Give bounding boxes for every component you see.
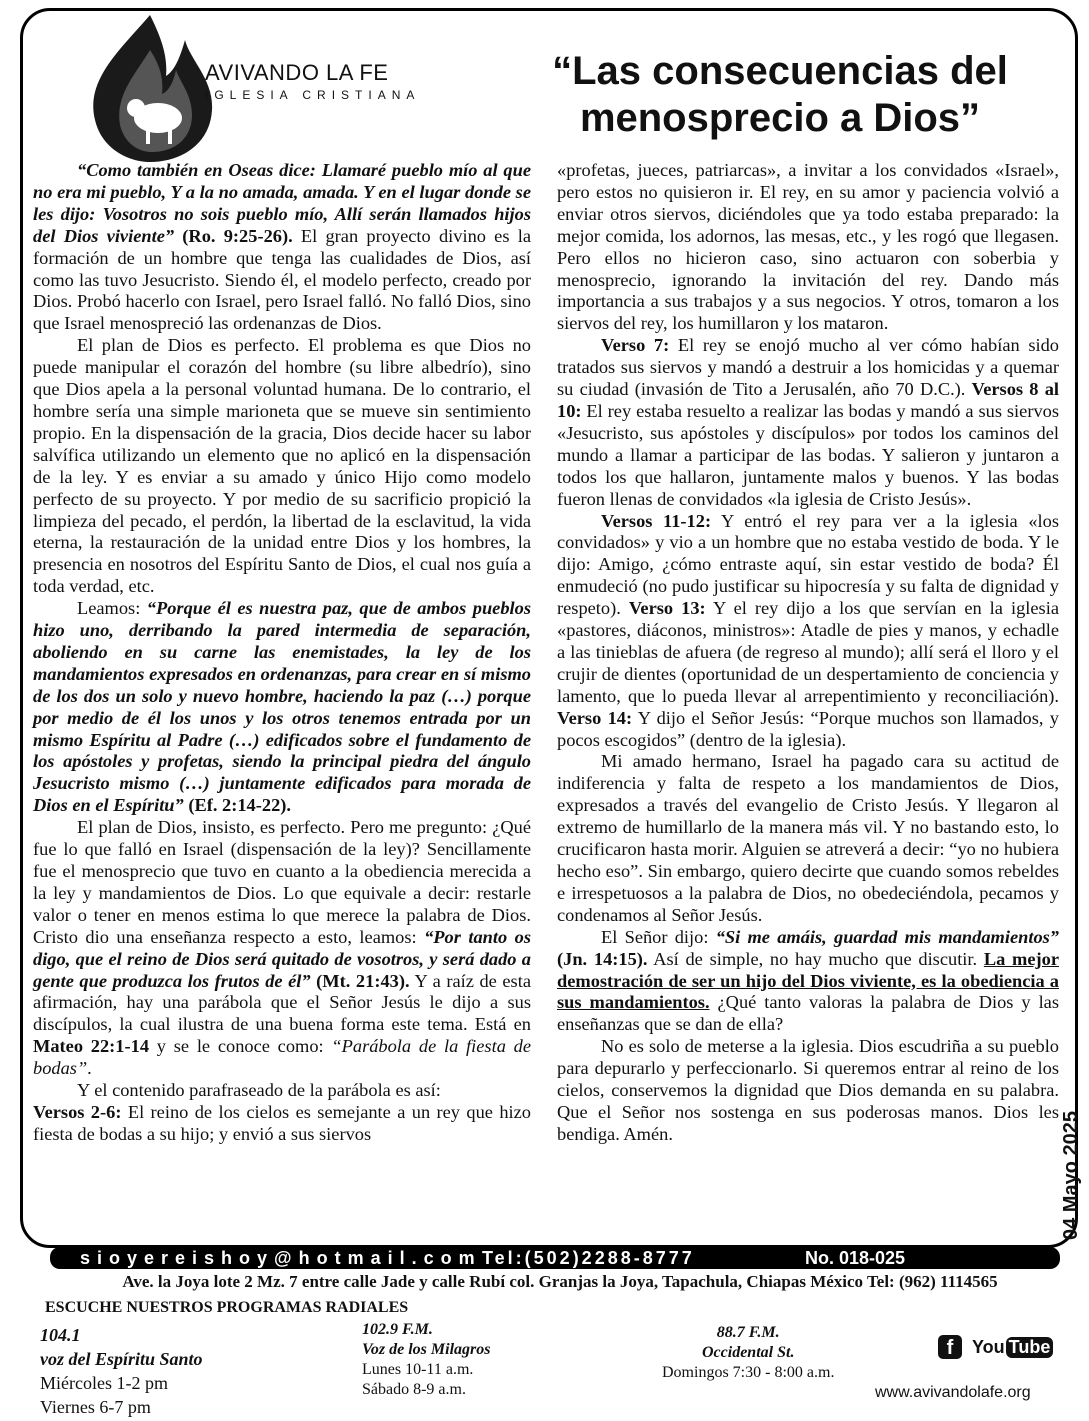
paragraph: El Señor dijo: “Si me amáis, guardad mis mandamientos” (Jn. 14:15). Así de simple, no hay mucho que discutir. La mejor demostración de ser un hijo del Dios viviente, es la obediencia a sus mandamientos. ¿Qué tanto valoras la palabra de Dios y las enseñanzas que se dan de ella?: [557, 926, 1059, 1035]
paragraph: No es solo de meterse a la iglesia. Dios escudriña a su pueblo para depurarlo y perfeccionarlo. Si queremos entrar al reino de los cielos, conservemos la dignidad que Dios demanda en su palabra. Que el Señor nos sostenga en sus poderosas manos. Dios les bendiga. Amén.: [557, 1036, 1059, 1144]
right-column: [557, 160, 1059, 1146]
paragraph: El plan de Dios es perfecto. El problema es que Dios no puede manipular el corazón del hombre (su libre albedrío), sino que Dios apela a la personal voluntad humana. De lo contrario, el hombre sería una simple marioneta que se mueve sin sentimiento propio. En la dispensación de la gracia, Dios decide hacer su labor salvífica utilizando un elemento que no aplicó en la dispensación de la ley. Y es enviar a su amado y único Hijo como modelo perfecto de su proyecto. Y por medio de su sacrificio propició la limpieza del pecado, el perdón, la libertad de la esclavitud, la vida eterna, la restauración de la unidad entre Dios y los hombres, la presencia en nosotros del Espíritu Santo de Dios, el cual nos guía a toda verdad, etc.: [33, 335, 531, 597]
title-line-2: menosprecio a Dios”: [579, 96, 981, 140]
social-links: [938, 1335, 1053, 1359]
flame-lamb-logo: [80, 10, 220, 165]
issue-date: 04 Mayo 2025: [1060, 1111, 1082, 1240]
left-column: [33, 160, 531, 1146]
paragraph: Leamos: “Porque él es nuestra paz, que de ambos pueblos hizo uno, derribando la pared intermedia de separación, aboliendo en su carne las enemistades, la ley de los mandamientos expresados en ordenanzas, para crear en sí mismo de los dos un solo y nuevo hombre, haciendo la paz (…) porque por medio de él los unos y los otros tenemos entrada por un mismo Espíritu al Padre (…) edificados sobre el fundamento de los apóstoles y profetas, siendo la principal piedra del ángulo Jesucristo mismo (…) juntamente edificados para morada de Dios en el Espíritu” (Ef. 2:14-22).: [33, 598, 531, 816]
station-102-9: 102.9 F.M. Voz de los Milagros Lunes 10-11 a.m. Sábado 8-9 a.m.: [362, 1321, 491, 1398]
station-88-7: 88.7 F.M. Occidental St. Domingos 7:30 - 8:00 a.m.: [662, 1324, 835, 1381]
brand-subtitle: IGLESIA CRISTIANA: [205, 88, 421, 102]
issue-number: No. 018-025: [805, 1248, 906, 1268]
radio-programs-heading: ESCUCHE NUESTROS PROGRAMAS RADIALES: [45, 1299, 409, 1316]
website-link[interactable]: www.avivandolafe.org: [875, 1384, 1031, 1401]
paragraph: Versos 2-6: El reino de los cielos es semejante a un rey que hizo fiesta de bodas a su hijo; y envió a sus siervos: [33, 1101, 531, 1144]
paragraph: Versos 11-12: Y entró el rey para ver a la iglesia «los convidados» y vio a un hombre que no estaba vestido de boda. Y le dijo: Amigo, ¿cómo entraste aquí, sin estar vestido de boda? Él enmudeció (no pudo justificar su hipocresía y su falta de dignidad y respeto). Verso 13: Y el rey dijo a los que servían en la iglesia «pastores, diáconos, ministros»: Atadle de pies y manos, y echadle a las tinieblas de afuera (de regreso al mundo); allí será el lloro y el crujir de dientes (oportunidad de un despertamiento de conciencia y lamento, que lo pueda llevar al arrepentimiento y reconciliación). Verso 14: Y dijo el Señor Jesús: “Porque muchos son llamados, y pocos escogidos” (dentro de la iglesia).: [557, 510, 1059, 750]
phone: Tel:(502)2288-8777: [482, 1248, 695, 1268]
brand: [205, 60, 420, 102]
article-title: [520, 48, 1040, 142]
paragraph: El plan de Dios, insisto, es perfecto. Pero me pregunto: ¿Qué fue lo que falló en Israel (dispensación de la ley)? Sencillamente fue el menosprecio que tuvo en cuanto a la obediencia merecida a la ley y mandamientos de Dios. Lo que equivale a decir: restarle valor o tener en menos estima lo que merece la palabra de Dios. Cristo dio una enseñanza respecto a esto, leamos: “Por tanto os digo, que el reino de Dios será quitado de vosotros, y será dado a gente que produzca los frutos de él” (Mt. 21:43). Y a raíz de esta afirmación, hay una parábola que el Señor Jesús le dijo a sus discípulos, la cual ilustra de una buena forma este tema. Está en Mateo 22:1-14 y se le conoce como: “Parábola de la fiesta de bodas”.: [33, 817, 532, 1079]
contact-bar: [50, 1247, 1060, 1269]
title-line-1: “Las consecuencias del: [552, 49, 1008, 93]
email-link[interactable]: sioyereishoy@hotmail.com: [80, 1248, 482, 1268]
address: Ave. la Joya lote 2 Mz. 7 entre calle Jade y calle Rubí col. Granjas la Joya, Tapachula, Chiapas México Tel: (962) 1114565: [122, 1272, 998, 1291]
paragraph: «profetas, jueces, patriarcas», a invitar a los convidados «Israel», pero estos no quisieron ir. El rey, en su amor y paciencia volvió a enviar otros siervos, diciéndoles que ya todo estaba preparado: la mejor comida, los adornos, las mesas, etc., y les rogó que llegasen. Pero ellos no hicieron caso, sino actuaron con soberbia y menosprecio, ignorando la invitación del rey. Dando más importancia a sus trabajos y a sus negocios. Y otros, tomaron a los siervos del rey, los humillaron y los mataron.: [557, 160, 1059, 334]
paragraph: Y el contenido parafraseado de la parábola es así:: [77, 1080, 441, 1101]
facebook-icon[interactable]: f: [938, 1335, 962, 1359]
paragraph: “Como también en Oseas dice: Llamaré pueblo mío al que no era mi pueblo, Y a la no amada, amada. Y en el lugar donde se les dijo: Vosotros no sois pueblo mío, Allí serán llamados hijos del Dios viviente” (Ro. 9:25-26). El gran proyecto divino es la formación de un hombre que tenga las cualidades de Dios, así como las tuvo Jesucristo. Siendo él, el modelo perfecto, creado por Dios. Probó hacerlo con Israel, pero Israel falló. No falló Dios, sino que Israel menospreció las ordenanzas de Dios.: [33, 160, 532, 334]
station-104-1: 104.1 voz del Espíritu Santo Miércoles 1-2 pm Viernes 6-7 pm: [40, 1325, 203, 1417]
brand-name: AVIVANDO LA FE: [205, 60, 389, 85]
youtube-icon[interactable]: You Tube: [972, 1337, 1053, 1358]
paragraph: Mi amado hermano, Israel ha pagado cara su actitud de indiferencia y falta de respeto a los mandamientos de Dios, expresados a través del evangelio de Cristo Jesús. Y llegaron al extremo de humillarlo de la manera más vil. Y no bastando esto, lo crucificaron hasta morir. Alguien se atreverá a decir: “yo no hubiera hecho eso”. Sin embargo, quiero decirte que cuando somos rebeldes e irrespetuosos a la palabra de Dios, no obedeciéndola, pecamos y condenamos al Señor Jesús.: [557, 751, 1059, 925]
paragraph: Verso 7: El rey se enojó mucho al ver cómo habían sido tratados sus siervos y mandó a destruir a los homicidas y a quemar su ciudad (invasión de Tito a Jerusalén, año 70 D.C.). Versos 8 al 10: El rey estaba resuelto a realizar las bodas y mandó a sus siervos «Jesucristo, sus apóstoles y discípulos» por todos los caminos del mundo a llamar a participar de las bodas. Y salieron y juntaron a todos los que hallaron, juntamente malos y buenos. Y las bodas fueron llenas de convidados «la iglesia de Cristo Jesús».: [557, 335, 1060, 509]
